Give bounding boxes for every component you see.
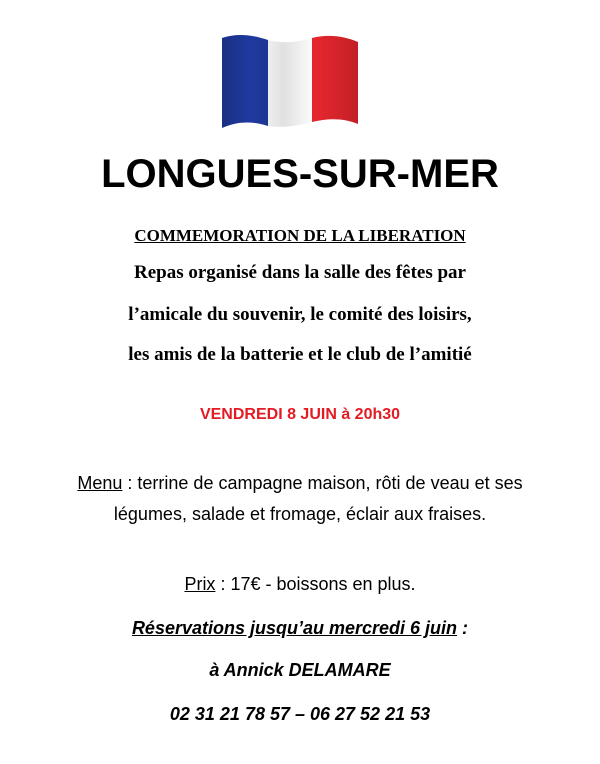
- contact-name: à Annick DELAMARE: [209, 660, 391, 680]
- reservation-label: Réservations jusqu’au mercredi 6 juin: [131, 618, 458, 638]
- reservation-suffix: :: [457, 618, 469, 638]
- menu-label: Menu: [77, 473, 123, 493]
- french-flag: [220, 30, 360, 130]
- intro-line-3: les amis de la batterie et le club de l’amitié: [128, 344, 472, 365]
- menu-description: [50, 468, 550, 530]
- reservation-line: [0, 618, 600, 639]
- page-title: LONGUES-SUR-MER: [101, 152, 499, 196]
- intro-line-1: Repas organisé dans la salle des fêtes par: [134, 262, 466, 283]
- contact-phones: 02 31 21 78 57 – 06 27 52 21 53: [169, 704, 431, 724]
- flag-icon: [220, 30, 360, 130]
- intro-line-2: l’amicale du souvenir, le comité des loisirs,: [128, 304, 472, 325]
- price-line: [0, 574, 600, 595]
- price-label: Prix: [184, 574, 216, 594]
- event-subtitle: COMMEMORATION DE LA LIBERATION: [134, 226, 466, 245]
- price-text: : 17€ - boissons en plus.: [215, 574, 416, 594]
- menu-text: : terrine de campagne maison, rôti de veau et ses légumes, salade et fromage, éclair aux fraises.: [113, 473, 523, 524]
- event-date: VENDREDI 8 JUIN à 20h30: [199, 406, 401, 423]
